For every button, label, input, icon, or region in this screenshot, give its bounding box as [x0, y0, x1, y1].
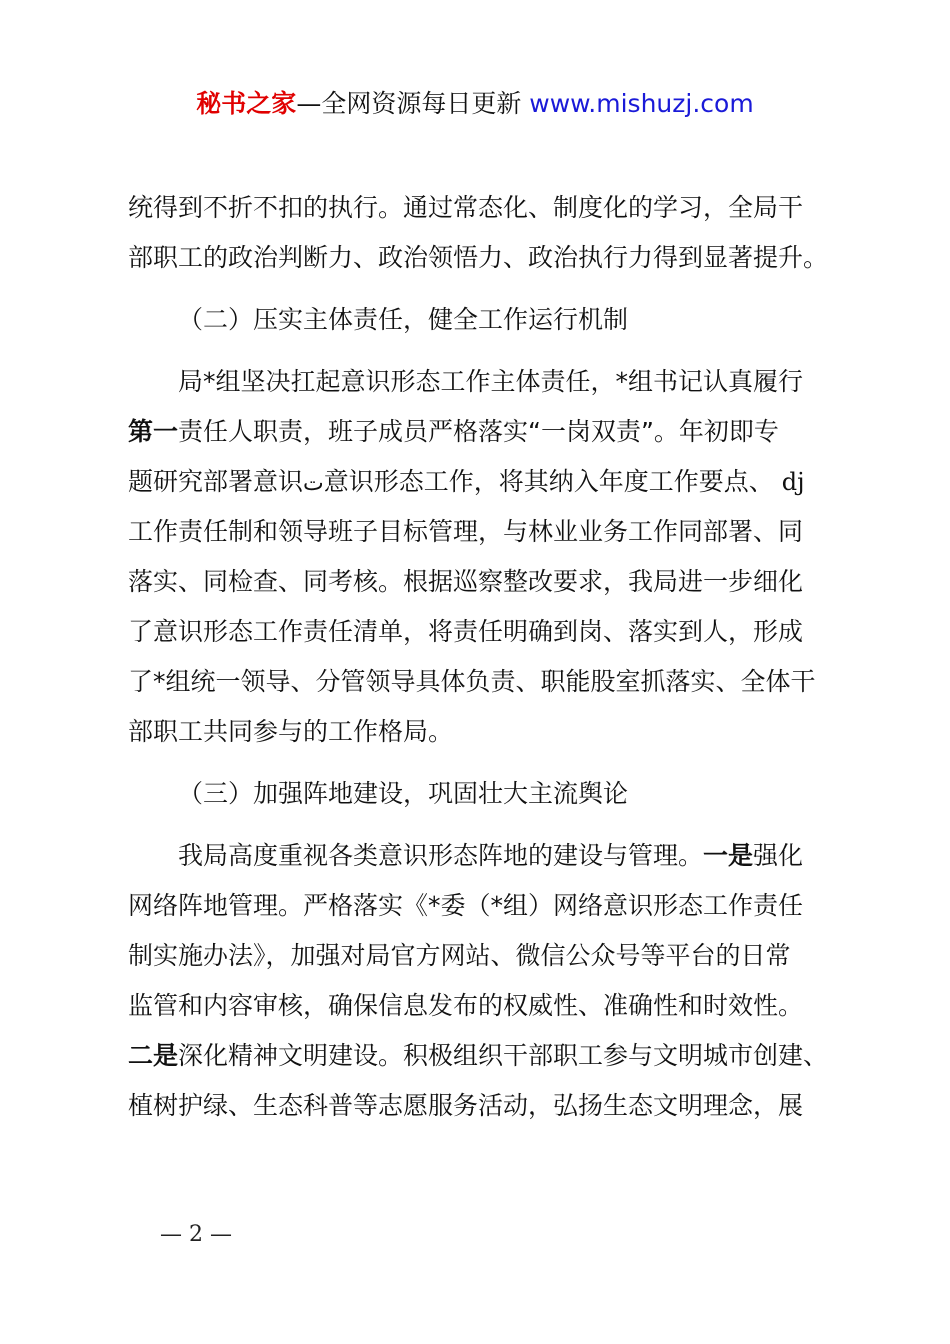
- bold-phrase: 第一: [128, 417, 179, 446]
- brand-name: 秘书之家: [196, 89, 297, 118]
- paragraph-line: 制实施办法》，加强对局官方网站、微信公众号等平台的日常: [128, 941, 791, 970]
- bold-phrase: 二是: [128, 1041, 179, 1070]
- paragraph-line: 局*组坚决扛起意识形态工作主体责任，*组书记认真履行: [178, 367, 804, 396]
- paragraph-line: 了意识形态工作责任清单，将责任明确到岗、落实到人，形成: [128, 617, 804, 646]
- paragraph-text: 责任人职责，班子成员严格落实“一岗双责”。年初即专: [178, 417, 779, 446]
- paragraph-line: 部职工共同参与的工作格局。: [128, 717, 454, 746]
- page-number: — 2 —: [160, 1222, 232, 1247]
- section-heading-2: （二）压实主体责任，健全工作运行机制: [178, 305, 629, 334]
- paragraph-line: 了*组统一领导、分管领导具体负责、职能股室抓落实、全体干: [128, 667, 816, 696]
- paragraph-line: 工作责任制和领导班子目标管理，与林业业务工作同部署、同: [128, 517, 804, 546]
- site-header: [0, 86, 950, 122]
- site-url: www.mishuzj.com: [529, 89, 754, 118]
- paragraph-line: 部职工的政治判断力、政治领悟力、政治执行力得到显著提升。: [128, 243, 829, 272]
- header-tagline: —全网资源每日更新: [296, 89, 530, 118]
- stray-text: dj: [781, 468, 805, 496]
- paragraph-line: [128, 1031, 838, 1081]
- paragraph-text: 我局高度重视各类意识形态阵地的建设与管理。: [178, 841, 704, 870]
- paragraph-line: 落实、同检查、同考核。根据巡察整改要求，我局进一步细化: [128, 567, 804, 596]
- paragraph-line: 统得到不折不扣的执行。通过常态化、制度化的学习，全局干: [128, 193, 804, 222]
- bold-phrase: 一是: [703, 841, 754, 870]
- paragraph-line: 植树护绿、生态科普等志愿服务活动，弘扬生态文明理念，展: [128, 1091, 804, 1120]
- paragraph-text: 意识形态工作，将其纳入年度工作要点、: [323, 467, 774, 496]
- paragraph-line: 网络阵地管理。严格落实《*委（*组）网络意识形态工作责任: [128, 891, 804, 920]
- paragraph-text: 题研究部署意识: [128, 467, 304, 496]
- paragraph-line: [128, 831, 838, 881]
- stray-glyph: ت: [303, 471, 324, 496]
- document-body: [128, 183, 838, 1131]
- paragraph-line: [128, 407, 838, 457]
- paragraph-line: [128, 457, 838, 507]
- paragraph-text: 深化精神文明建设。积极组织干部职工参与文明城市创建、: [178, 1041, 829, 1070]
- paragraph-text: 强化: [753, 841, 804, 870]
- section-heading-3: （三）加强阵地建设，巩固壮大主流舆论: [178, 779, 629, 808]
- paragraph-line: 监管和内容审核，确保信息发布的权威性、准确性和时效性。: [128, 991, 804, 1020]
